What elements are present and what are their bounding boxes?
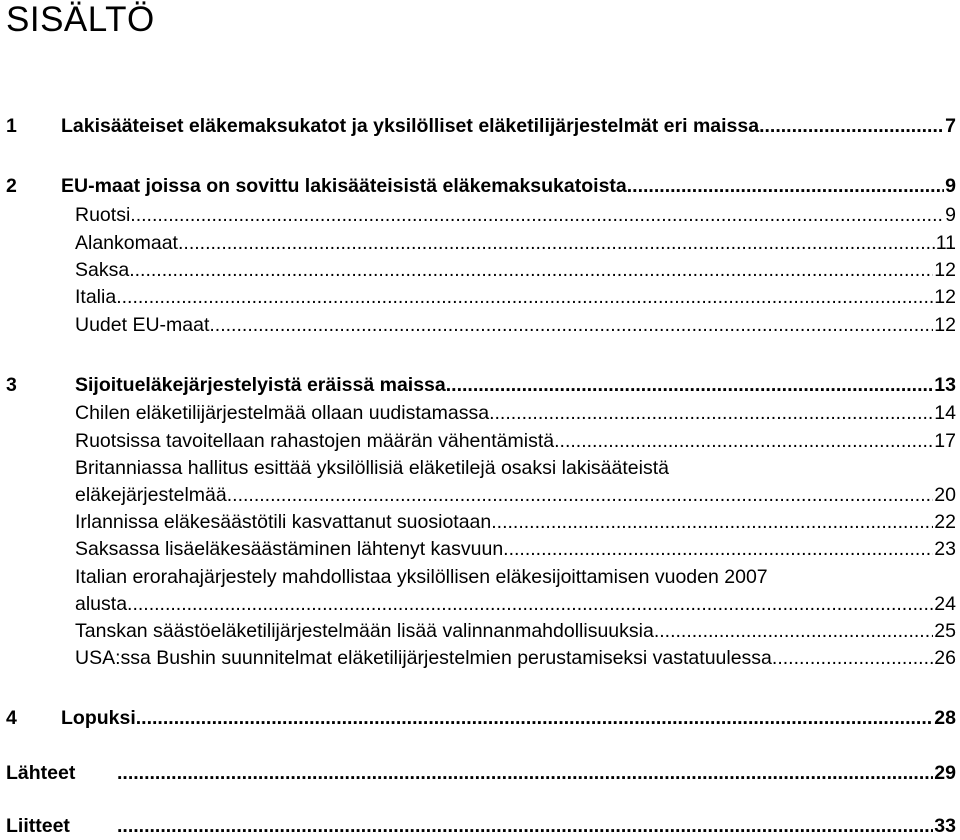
dot-leader — [130, 201, 944, 229]
dot-leader — [759, 112, 944, 140]
dot-leader — [227, 481, 934, 509]
toc-entry-text: Tanskan säästöeläketilijärjestelmään lisää valinnanmahdollisuuksia — [75, 620, 654, 642]
toc-entry-text: Alankomaat — [75, 232, 178, 254]
page-title: SISÄLTÖ — [6, 0, 155, 39]
toc-page-number: 7 — [945, 115, 956, 137]
toc-page-number: 26 — [934, 647, 956, 669]
dot-leader — [117, 759, 933, 787]
toc-entry-text: eläkejärjestelmää — [75, 484, 227, 506]
toc-entry-text: Sijoitueläkejärjestelyistä eräissä maissa — [75, 374, 446, 396]
dot-leader — [503, 535, 933, 563]
toc-page-number: 11 — [935, 232, 956, 254]
toc-entry-2[interactable] — [6, 172, 956, 200]
toc-entry-text: Lopuksi — [61, 707, 136, 729]
toc-entry-britannia[interactable] — [75, 481, 956, 509]
dot-leader — [116, 283, 933, 311]
toc-entry-saksa[interactable] — [75, 256, 956, 284]
toc-page-number: 24 — [934, 593, 956, 615]
toc-number: 2 — [6, 175, 17, 197]
toc-entry-tanska[interactable] — [75, 617, 956, 645]
dot-leader — [136, 704, 934, 732]
toc-entry-text: Ruotsi — [75, 204, 131, 226]
toc-entry-saksassa[interactable] — [75, 535, 956, 563]
toc-entry-text: Italia — [75, 286, 117, 308]
toc-entry-britannia-line1: Britanniassa hallitus esittää yksilöllisiä eläketilejä osaksi lakisääteistä — [75, 457, 669, 479]
toc-entry-irlanti[interactable] — [75, 508, 956, 536]
dot-leader — [129, 256, 933, 284]
toc-page-number: 23 — [934, 538, 956, 560]
toc-page-number: 12 — [934, 314, 956, 336]
toc-entry-text: Lähteet — [6, 762, 76, 784]
toc-entry-text: Uudet EU-maat — [75, 314, 210, 336]
toc-entry-uudet-eu-maat[interactable] — [75, 311, 956, 339]
toc-entry-usa[interactable] — [75, 644, 956, 672]
dot-leader — [491, 508, 933, 536]
toc-page-number: 20 — [934, 484, 956, 506]
toc-entry-1[interactable] — [6, 112, 956, 140]
dot-leader — [772, 644, 933, 672]
toc-entry-ruotsi[interactable] — [75, 201, 956, 229]
toc-entry-text: Saksa — [75, 259, 130, 281]
toc-page-number: 22 — [934, 511, 956, 533]
dot-leader — [117, 812, 933, 840]
toc-number: 1 — [6, 115, 17, 137]
toc-page-number: 14 — [934, 402, 956, 424]
toc-entry-italia[interactable] — [75, 283, 956, 311]
dot-leader — [627, 172, 944, 200]
toc-page-number: 9 — [945, 204, 956, 226]
toc-entry-3[interactable] — [6, 371, 956, 399]
toc-entry-text: Liitteet — [6, 815, 70, 837]
toc-page-number: 12 — [934, 259, 956, 281]
dot-leader — [178, 229, 935, 257]
toc-entry-text: Irlannissa eläkesäästötili kasvattanut suosiotaan — [75, 511, 492, 533]
toc-entry-alankomaat[interactable] — [75, 229, 956, 257]
toc-entry-text: Lakisääteiset eläkemaksukatot ja yksilölliset eläketilijärjestelmät eri maissa — [61, 115, 760, 137]
toc-page-number: 28 — [934, 707, 956, 729]
toc-entry-lahteet[interactable] — [6, 759, 956, 787]
toc-number: 3 — [6, 374, 17, 396]
toc-entry-text: Chilen eläketilijärjestelmää ollaan uudistamassa — [75, 402, 490, 424]
toc-page-number: 29 — [934, 762, 956, 784]
toc-page-number: 33 — [934, 815, 956, 837]
toc-entry-ruotsissa[interactable] — [75, 427, 956, 455]
dot-leader — [127, 590, 933, 618]
dot-leader — [489, 399, 933, 427]
toc-entry-text: Ruotsissa tavoitellaan rahastojen määrän vähentämistä — [75, 430, 555, 452]
toc-page-number: 17 — [934, 430, 956, 452]
dot-leader — [209, 311, 933, 339]
toc-page-number: 9 — [945, 175, 956, 197]
toc-entry-chile[interactable] — [75, 399, 956, 427]
toc-entry-liitteet[interactable] — [6, 812, 956, 840]
dot-leader — [654, 617, 933, 645]
toc-page-number: 12 — [934, 286, 956, 308]
toc-number: 4 — [6, 707, 17, 729]
toc-entry-italian-line1: Italian erorahajärjestely mahdollistaa yksilöllisen eläkesijoittamisen vuoden 2007 — [75, 566, 768, 588]
toc-page-number: 25 — [934, 620, 956, 642]
dot-leader — [554, 427, 933, 455]
toc-entry-italian[interactable] — [75, 590, 956, 618]
dot-leader — [446, 371, 934, 399]
toc-entry-text: alusta — [75, 593, 128, 615]
toc-entry-text: EU-maat joissa on sovittu lakisääteisistä eläkemaksukatoista — [61, 175, 627, 197]
toc-entry-text: USA:ssa Bushin suunnitelmat eläketilijärjestelmien perustamiseksi vastatuulessa — [75, 647, 772, 669]
toc-entry-4[interactable] — [6, 704, 956, 732]
toc-entry-text: Saksassa lisäeläkesäästäminen lähtenyt kasvuun — [75, 538, 504, 560]
toc-page-number: 13 — [934, 374, 956, 396]
